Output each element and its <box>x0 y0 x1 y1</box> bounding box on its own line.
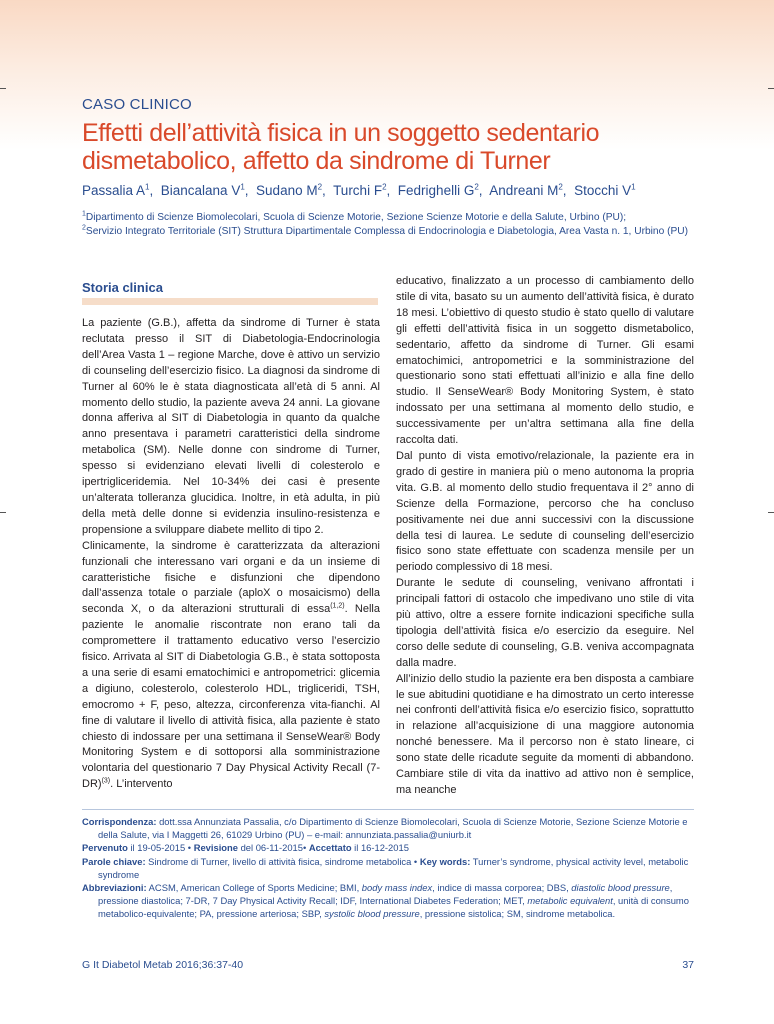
author: Andreani M <box>489 183 559 198</box>
author: Passalia A <box>82 183 146 198</box>
paragraph: Dal punto di vista emotivo/relazionale, la paziente era in grado di gestire in maniera più o meno autonoma la propria vita. G.B. al momento dello studio frequentava il 2° anno di Scienze della Formazione, percorso che ha concluso positivamente nei due anni successivi con la discussione della tesi di laurea. Le sedute di counseling dell’esercizio fisico sono state effettuate con scadenza mensile per un periodo complessivo di 18 mesi. <box>396 449 694 574</box>
author: Stocchi V <box>574 183 632 198</box>
article-type: CASO CLINICO <box>82 96 192 113</box>
body-column-right <box>396 274 694 799</box>
paragraph: All’inizio dello studio la paziente era ben disposta a cambiare le sue abitudini quotidiane e ha dimostrato un certo interesse nei confronti dell’attività fisica e/o esercizio fisico, soprattutto in relazione all’acquisizione di una maggiore autonomia nonché benessere. Ma il percorso non è stato lineare, ci sono state delle ricadute seguite da momenti di abbandono. Cambiare stile di vita da inattivo ad attivo non è semplice, ma neanche <box>396 672 694 796</box>
citation: (1,2) <box>330 602 345 610</box>
affiliation: $^1$Dipartimento di Scienze Biomolecolari, Scuola di Scienze Motorie, Sezione Scienze Motorie e della Salute, Urbino (PU); <box>82 210 627 223</box>
abbreviations: Abbreviazioni: ACSM, American College of Sports Medicine; BMI, body mass index, indice di massa corporea; DBS, diastolic blood pressure, pressione diastolica; 7-DR, 7 Day Physical Activity Recall; IDF, International Diabetes Federation; MET, metabolic equivalent, unità di consumo metabolico-equivalente; PA, pressione arteriosa; SBP, systolic blood pressure, pressione sistolica; SM, sindrome metabolica. <box>82 882 689 920</box>
author: Sudano M <box>256 183 318 198</box>
journal-reference: G It Diabetol Metab 2016;36:37-40 <box>82 959 244 971</box>
section-heading-bar <box>82 298 378 305</box>
crop-mark <box>0 512 6 513</box>
citation: (3) <box>101 777 111 785</box>
paragraph: educativo, finalizzato a un processo di cambiamento dello stile di vita, basato su un aumento dell’attività fisica, è durato 18 mesi. L’obiettivo di questo studio è stato quello di valutare gli effetti dell’attività fisica in un soggetto dismetabolico, sedentario, affetto da sindrome di Turner. Gli esami ematochimici, antropometrici e la somministrazione del questionario sono stati effettuati all’inizio e alla fine dello studio. Il SenseWear® Body Monitoring System, è stato indossato per una settimana al momento dello studio, e successivamente per un’altra settimana alla fine della raccolta dati. <box>396 275 694 447</box>
paragraph: La paziente (G.B.), affetta da sindrome di Turner è stata reclutata presso il SIT di Diabetologia-Endocrinologia dell’Area Vasta 1 – regione Marche, dove è attivo un servizio di counseling dell’esercizio fisico. La diagnosi da sindrome di Turner al 60% le è stata diagnosticata all’età di 5 anni. Al momento dello studio, la paziente aveva 24 anni. La giovane donna afferiva al SIT di Diabetologia in quanto da qualche anno presentava i parametri caratteristici della sindrome metabolica (SM). Nelle donne con sindrome di Turner, spesso si evidenziano elevati livelli di colesterolo e ipertrigliceridemia. Nel 10-34% dei casi è presente un’alterata tolleranza glucidica. Inoltre, in età adulta, in più della metà delle donne si evidenzia insulino-resistenza e propensione a sviluppare diabete mellito di tipo 2. <box>82 317 380 536</box>
correspondence: Corrispondenza: dott.ssa Annunziata Passalia, c/o Dipartimento di Scienze Biomolecolari, Scuola di Scienze Motorie, Sezione Scienze Motorie e della Salute, via I Maggetti 26, 61029 Urbino (PU) – e-mail: annunziata.passalia@uniurb.it <box>82 816 688 841</box>
author: Fedrighelli G <box>397 183 475 198</box>
author: Turchi F <box>333 183 383 198</box>
author: Biancalana V <box>160 183 241 198</box>
article-footnotes <box>82 815 694 921</box>
article-title: Effetti dell’attività fisica in un soggetto sedentario dismetabolico, affetto da sindrome di Turner <box>82 119 600 175</box>
paragraph: Clinicamente, la sindrome è caratterizzata da alterazioni funzionali che interessano vari organi e da un insieme di caratteristiche fisiche e disfunzioni che dipendono dall’assenza totale o parziale (aploX o mosaicismo) della seconda X, o da alterazioni strutturali di essa$^{(1,2)}$. Nella paziente le anomalie riscontrate non erano tali da compromettere il trattamento educativo verso l’esercizio fisico. Arrivata al SIT di Diabetologia G.B., è stata sottoposta a una serie di esami ematochimici e antropometrici: glicemia a digiuno, colesterolo, colesterolo HDL, trigliceridi, TSH, emocromo + F, peso, altezza, circonferenza vita-fianchi. Al fine di valutare il livello di attività fisica, alla paziente è stato chiesto di indossare per una settimana il SenseWear® Body Monitoring System e di sottoporsi alla somministrazione volontaria del questionario 7 Day Physical Activity Recall $(7-DR)^{(3)}$. L’intervento <box>82 539 380 791</box>
footer-divider <box>82 809 694 810</box>
crop-mark <box>768 512 774 513</box>
paragraph: Durante le sedute di counseling, venivano affrontati i principali fattori di ostacolo che impedivano uno stile di vita più attivo, oltre a essere fornite indicazioni specifiche sulla tipologia dell’attività fisica e/o esercizio da eseguire. Nel corso delle sedute di counseling, G.B. veniva accompagnata dalla madre. <box>396 577 694 669</box>
section-heading: Storia clinica <box>82 280 163 295</box>
crop-mark <box>768 88 774 89</box>
page-footer <box>82 959 694 971</box>
body-column-left <box>82 316 380 793</box>
article-dates: Pervenuto il 19-05-2015 • Revisione del 06-11-2015• Accettato il 16-12-2015 <box>82 842 409 854</box>
affiliations <box>82 211 694 239</box>
affiliation: $^2$Servizio Integrato Territoriale (SIT) Struttura Dipartimentale Complessa di Endocrinologia e Diabetologia, Area Vasta n. 1, Urbino (PU) <box>82 224 689 237</box>
author-list: Passalia $A^1$, Biancalana $V^1$, Sudano $M^2$, Turchi $F^2$, Fedrighelli $G^2$, Andreani $M^2$, Stocchi $V^1$ <box>82 182 636 198</box>
page-number: 37 <box>682 959 694 971</box>
crop-mark <box>0 88 6 89</box>
keywords: Parole chiave: Sindrome di Turner, livello di attività fisica, sindrome metabolica • Key words: Turner’s syndrome, physical activity level, metabolic syndrome <box>82 855 689 880</box>
